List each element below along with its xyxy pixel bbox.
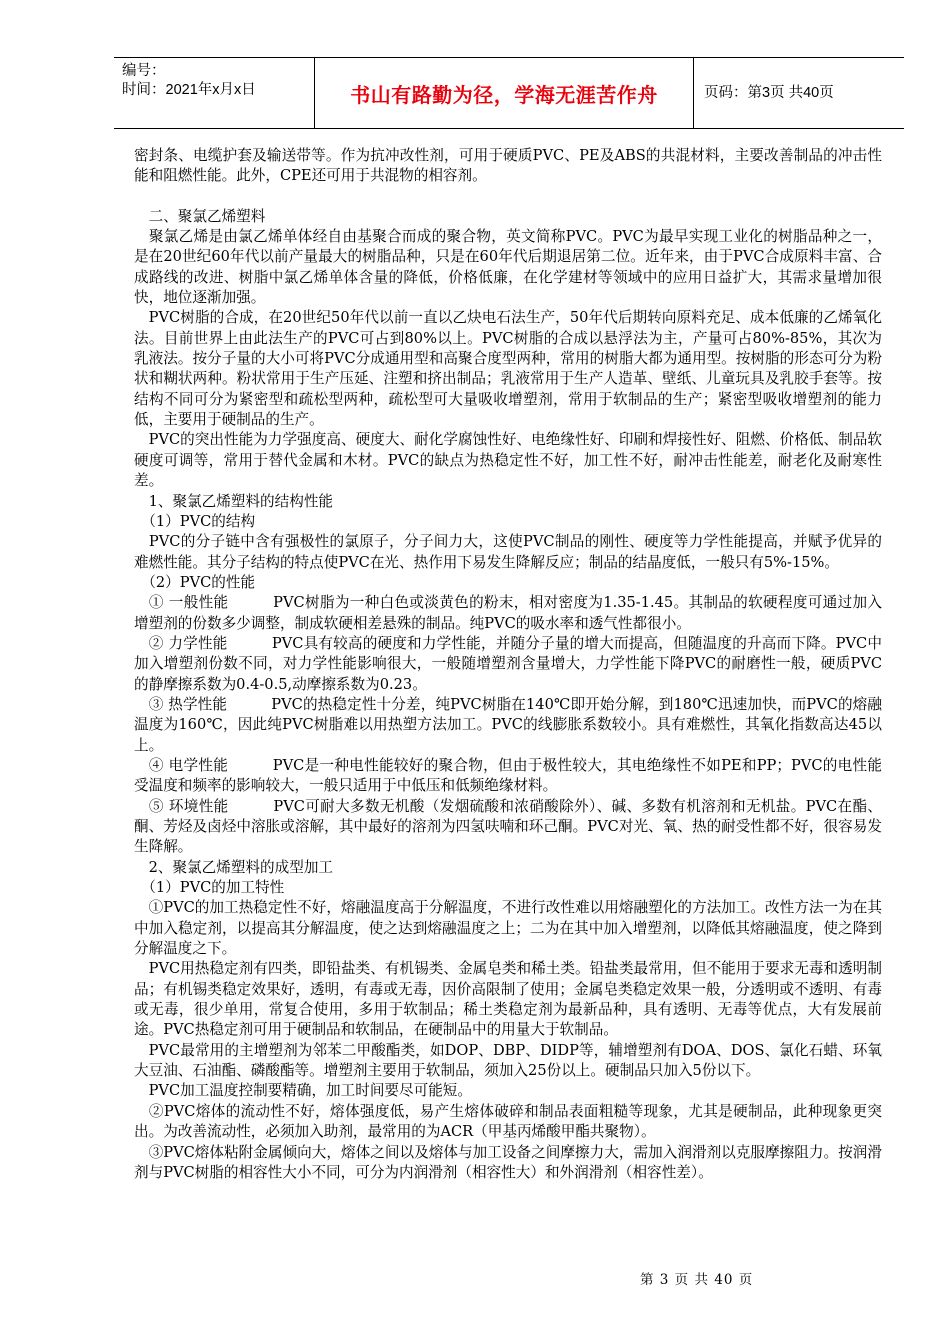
header-meta	[122, 62, 312, 100]
paragraph-gap	[134, 187, 882, 207]
page-header	[114, 57, 904, 129]
paragraph: PVC的突出性能为力学强度高、硬度大、耐化学腐蚀性好、电绝缘性好、印刷和焊接性好、阻燃、价格低、制品软硬度可调等，常用于替代金属和木材。PVC的缺点为热稳定性不好，加工性不好，耐冲击性能差，耐老化及耐寒性差。	[134, 431, 882, 490]
page-footer: 第 3 页 共 40 页	[640, 1272, 754, 1288]
subsection-heading: （2）PVC的性能	[134, 573, 256, 591]
paragraph: ③ 热学性能 PVC的热稳定性十分差，纯PVC树脂在140℃即开始分解，到180℃迅速加快，而PVC的熔融温度为160℃，因此纯PVC树脂难以用热塑方法加工。PVC的线膨胀系数较小。具有难燃性，其氧化指数高达45以上。	[134, 695, 882, 754]
paragraph: ④ 电学性能 PVC是一种电性能较好的聚合物，但由于极性较大，其电绝缘性不如PE和PP；PVC的电性能受温度和频率的影响较大，一般只适用于中低压和低频绝缘材料。	[134, 756, 882, 795]
paragraph: PVC加工温度控制要精确，加工时间要尽可能短。	[134, 1082, 472, 1100]
paragraph: ② 力学性能 PVC具有较高的硬度和力学性能，并随分子量的增大而提高，但随温度的升高而下降。PVC中加入增塑剂份数不同，对力学性能影响很大，一般随增塑剂含量增大，力学性能下降PVC的耐磨性一般，硬质PVC的静摩擦系数为0.4-0.5,动摩擦系数为0.23。	[134, 634, 882, 693]
paragraph: ②PVC熔体的流动性不好，熔体强度低，易产生熔体破碎和制品表面粗糙等现象，尤其是硬制品，此种现象更突出。为改善流动性，必须加入助剂，最常用的为ACR（甲基丙烯酸甲酯共聚物）。	[134, 1102, 882, 1141]
document-number-label: 编号：	[122, 63, 166, 79]
paragraph: ① 一般性能 PVC树脂为一种白色或淡黄色的粉末，相对密度为1.35-1.45。其制品的软硬程度可通过加入增塑剂的份数多少调整，制成软硬相差悬殊的制品。纯PVC的吸水率和透气性都很小。	[134, 594, 882, 632]
section-heading: 二、聚氯乙烯塑料	[134, 207, 266, 225]
paragraph: ⑤ 环境性能 PVC可耐大多数无机酸（发烟硫酸和浓硝酸除外）、碱、多数有机溶剂和无机盐。PVC在酯、酮、芳烃及卤烃中溶胀或溶解，其中最好的溶剂为四氢呋喃和环己酮。PVC对光、氧、热的耐受性都不好，很容易发生降解。	[134, 797, 882, 856]
paragraph: PVC最常用的主增塑剂为邻苯二甲酸酯类，如DOP、DBP、DIDP等，辅增塑剂有DOA、DOS、氯化石蜡、环氧大豆油、石油酯、磷酸酯等。增塑剂主要用于软制品，须加入25份以上。硬制品只加入5份以下。	[134, 1041, 882, 1080]
document-body	[134, 146, 882, 1183]
paragraph: PVC的分子链中含有强极性的氯原子，分子间力大，这使PVC制品的刚性、硬度等力学性能提高，并赋予优异的难燃性能。其分子结构的特点使PVC在光、热作用下易发生降解反应；制品的结晶度低，一般只有5%-15%。	[134, 533, 882, 571]
subsection-heading: 2、聚氯乙烯塑料的成型加工	[134, 858, 334, 876]
paragraph: PVC用热稳定剂有四类，即铅盐类、有机锡类、金属皂类和稀土类。铅盐类最常用，但不能用于要求无毒和透明制品；有机锡类稳定效果好，透明，有毒或无毒，因价高限制了使用；金属皂类稳定效果一般，分透明或不透明、有毒或无毒，很少单用，常复合使用，多用于软制品；稀土类稳定剂为最新品种，具有透明、无毒等优点，大有发展前途。PVC热稳定剂可用于硬制品和软制品，在硬制品中的用量大于软制品。	[134, 960, 882, 1039]
paragraph: ①PVC的加工热稳定性不好，熔融温度高于分解温度，不进行改性难以用熔融塑化的方法加工。改性方法一为在其中加入稳定剂，以提高其分解温度，使之达到熔融温度之上；二为在其中加入增塑剂，以降低其熔融温度，使之降到分解温度之下。	[134, 899, 882, 958]
header-motto: 书山有路勤为径，学海无涯苦作舟	[314, 58, 694, 128]
document-time-label: 时间：2021年x月x日	[122, 82, 256, 98]
paragraph: 密封条、电缆护套及输送带等。作为抗冲改性剂，可用于硬质PVC、PE及ABS的共混材料，主要改善制品的冲击性能和阻燃性能。此外，CPE还可用于共混物的相容剂。	[134, 147, 882, 185]
subsection-heading: （1）PVC的加工特性	[134, 879, 285, 897]
subsection-heading: 1、聚氯乙烯塑料的结构性能	[134, 492, 334, 510]
paragraph: PVC树脂的合成，在20世纪50年代以前一直以乙炔电石法生产，50年代后期转向原料充足、成本低廉的乙烯氧化法。目前世界上由此法生产的PVC可占到80%以上。PVC树脂的合成以悬浮法为主，产量可占80%-85%，其次为乳液法。按分子量的大小可将PVC分成通用型和高聚合度型两种，常用的树脂大都为通用型。按树脂的形态可分为粉状和糊状两种。粉状常用于生产压延、注塑和挤出制品；乳液常用于生产人造革、壁纸、儿童玩具及乳胶手套等。按结构不同可分为紧密型和疏松型两种，疏松型可大量吸收增塑剂，常用于软制品的生产；紧密型吸收增塑剂的能力低，主要用于硬制品的生产。	[134, 309, 882, 429]
paragraph: 聚氯乙烯是由氯乙烯单体经自由基聚合而成的聚合物，英文简称PVC。PVC为最早实现工业化的树脂品种之一，是在20世纪60年代以前产量最大的树脂品种，只是在60年代后期退居第二位。近年来，由于PVC合成原料丰富、合成路线的改进、树脂中氯乙烯单体含量的降低，价格低廉，在化学建材等领域中的应用日益扩大，其需求量增加很快，地位逐渐加强。	[134, 228, 882, 307]
subsection-heading: （1）PVC的结构	[134, 512, 256, 530]
header-page-number: 页码：第3页 共40页	[704, 85, 834, 101]
paragraph: ③PVC熔体粘附金属倾向大，熔体之间以及熔体与加工设备之间摩擦力大，需加入润滑剂以克服摩擦阻力。按润滑剂与PVC树脂的相容性大小不同，可分为内润滑剂（相容性大）和外润滑剂（相容性差）。	[134, 1143, 882, 1181]
